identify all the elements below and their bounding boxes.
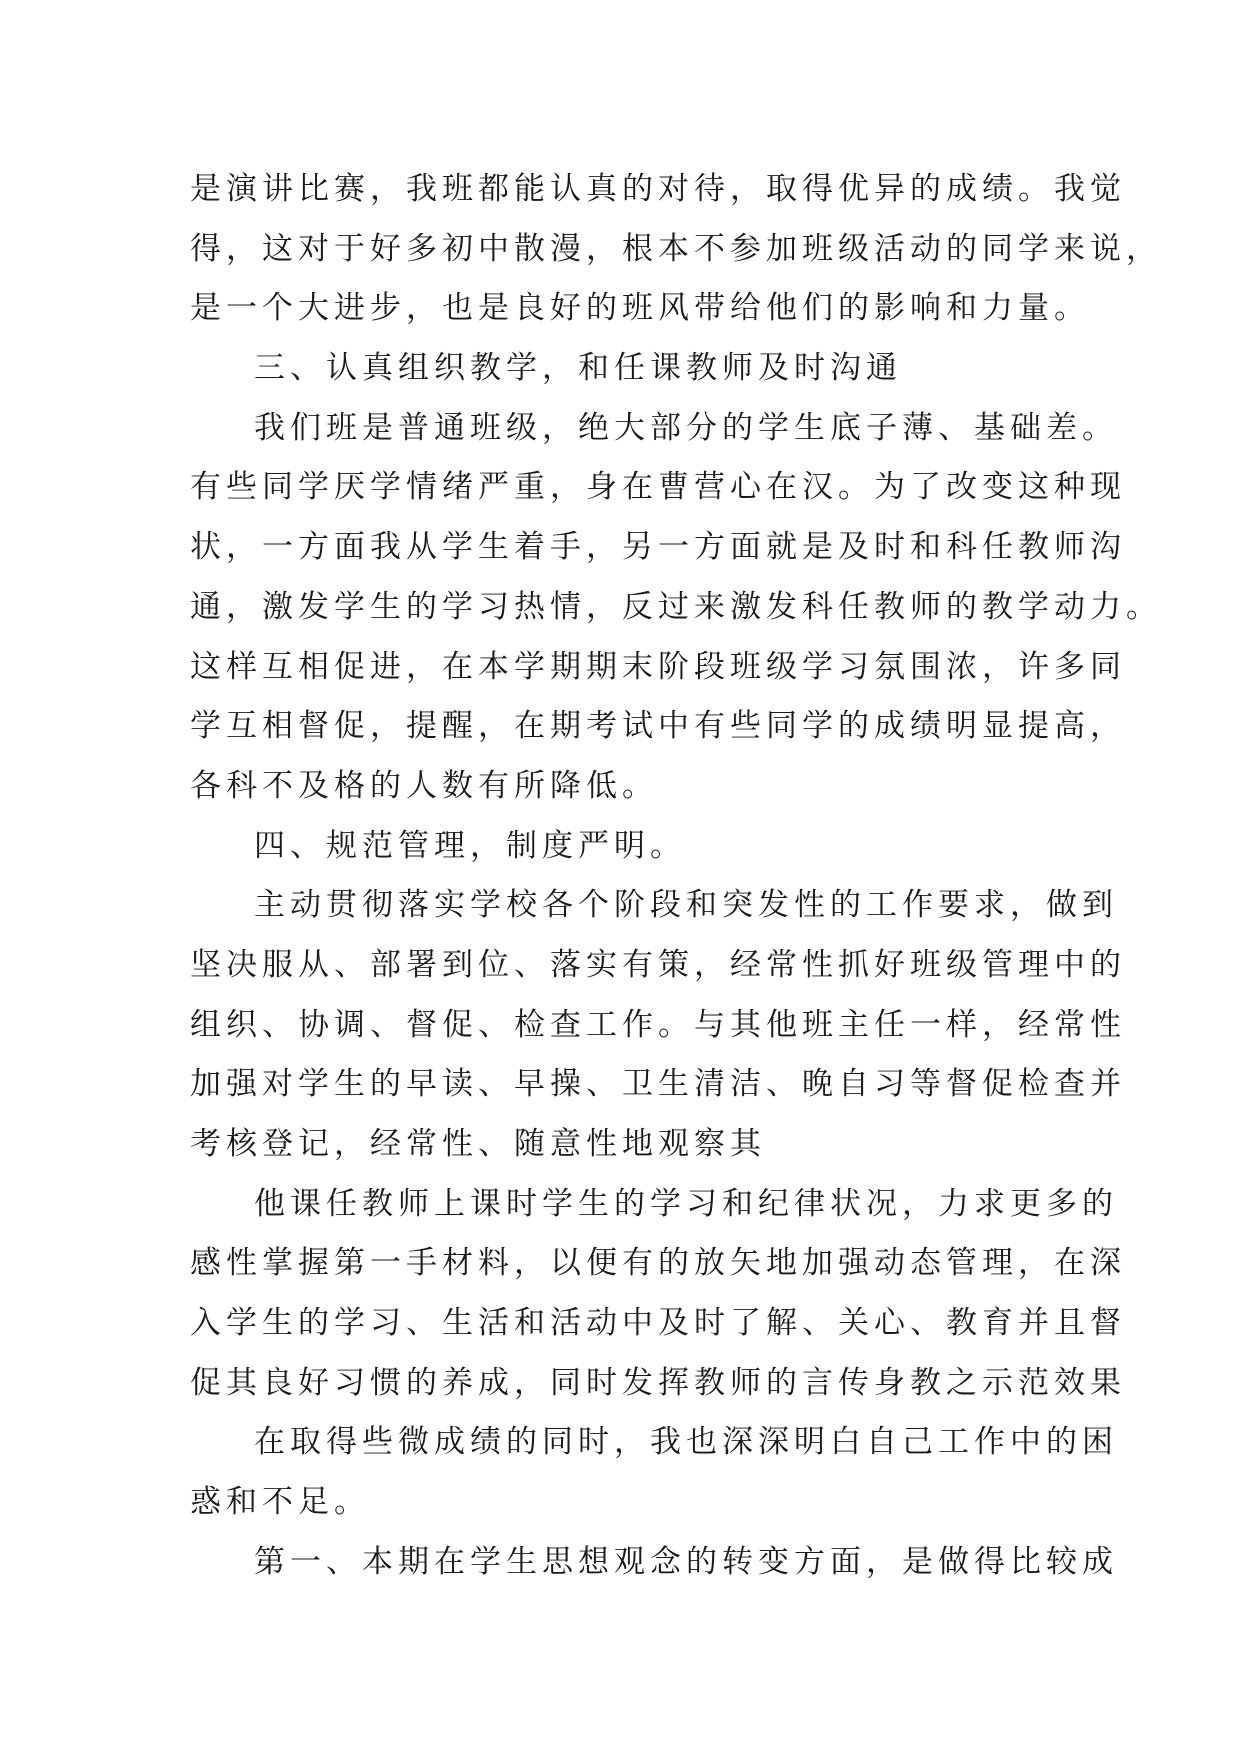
text-line: 各科不及格的人数有所降低。 (190, 767, 658, 804)
text-line: 入学生的学习、生活和活动中及时了解、关心、教育并且督 (190, 1305, 1126, 1342)
text-line: 主动贯彻落实学校各个阶段和突发性的工作要求，做到 (254, 887, 1118, 924)
text-line: 惑和不足。 (190, 1484, 370, 1521)
text-line: 通，激发学生的学习热情，反过来激发科任教师的教学动力。 (190, 588, 1162, 625)
text-line: 第一、本期在学生思想观念的转变方面，是做得比较成 (254, 1543, 1118, 1580)
text-line: 四、规范管理，制度严明。 (254, 827, 686, 864)
text-line: 三、认真组织教学，和任课教师及时沟通 (254, 350, 902, 387)
body-text (190, 160, 1162, 1593)
text-line: 有些同学厌学情绪严重，身在曹营心在汉。为了改变这种现 (190, 469, 1126, 506)
text-line: 这样互相促进，在本学期期末阶段班级学习氛围浓，许多同 (190, 648, 1126, 685)
text-line: 在取得些微成绩的同时，我也深深明白自己工作中的困 (254, 1424, 1118, 1461)
text-line: 加强对学生的早读、早操、卫生清洁、晚自习等督促检查并 (190, 1066, 1126, 1103)
text-line: 学互相督促，提醒，在期考试中有些同学的成绩明显提高， (190, 708, 1126, 745)
text-line: 坚决服从、部署到位、落实有策，经常性抓好班级管理中的 (190, 946, 1126, 983)
text-line: 感性掌握第一手材料，以便有的放矢地加强动态管理，在深 (190, 1245, 1126, 1282)
text-line: 促其良好习惯的养成，同时发挥教师的言传身教之示范效果 (190, 1364, 1126, 1401)
text-line: 状，一方面我从学生着手，另一方面就是及时和科任教师沟 (190, 529, 1126, 566)
text-line: 是一个大进步，也是良好的班风带给他们的影响和力量。 (190, 290, 1090, 327)
text-line: 得，这对于好多初中散漫，根本不参加班级活动的同学来说， (190, 230, 1162, 267)
text-line: 他课任教师上课时学生的学习和纪律状况，力求更多的 (254, 1185, 1118, 1222)
text-line: 我们班是普通班级，绝大部分的学生底子薄、基础差。 (254, 409, 1118, 446)
text-line: 是演讲比赛，我班都能认真的对待，取得优异的成绩。我觉 (190, 171, 1126, 207)
text-line: 考核登记，经常性、随意性地观察其 (190, 1126, 766, 1162)
text-line: 组织、协调、督促、检查工作。与其他班主任一样，经常性 (190, 1006, 1126, 1043)
